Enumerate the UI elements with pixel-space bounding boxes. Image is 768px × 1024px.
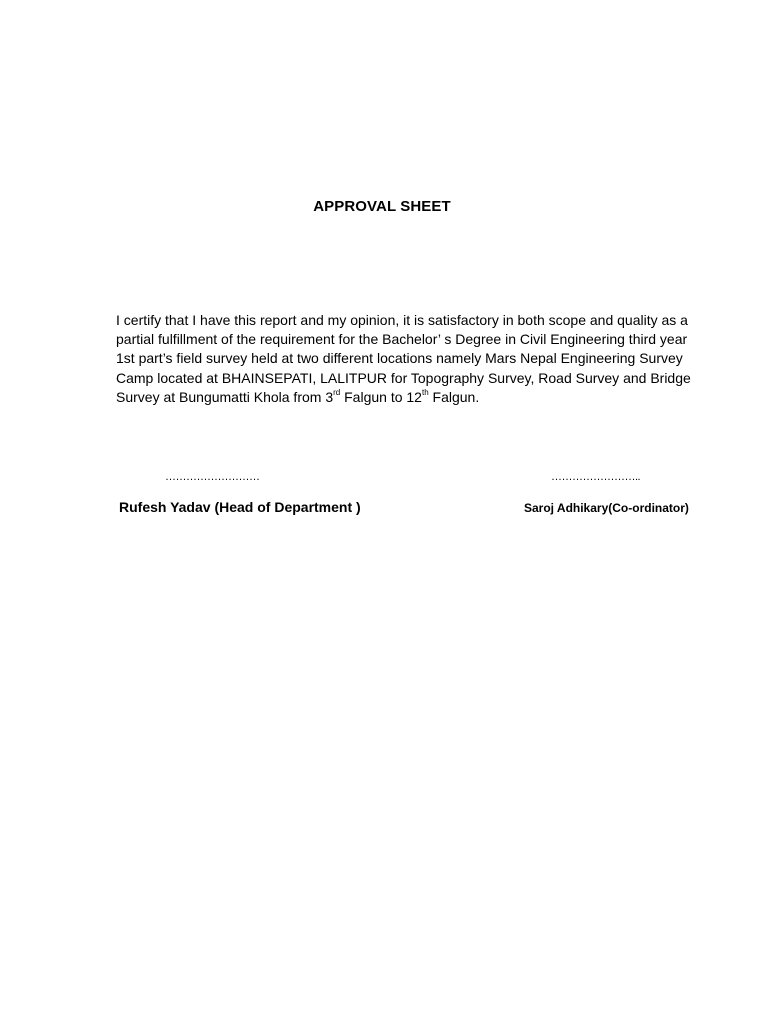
paragraph-mid: Falgun to 12 — [340, 388, 422, 405]
signature-line-left: ……………………… — [165, 471, 260, 483]
superscript-rd: rd — [333, 388, 341, 398]
certification-paragraph — [116, 311, 706, 407]
page-title: APPROVAL SHEET — [313, 198, 451, 215]
paragraph-end: Falgun. — [428, 388, 480, 405]
superscript-th: th — [421, 388, 429, 398]
signatory-coordinator: Saroj Adhikary(Co-ordinator) — [524, 501, 689, 515]
paragraph-main: I certify that I have this report and my opinion, it is satisfactory in both scope and quality as a partial fulfillment of the requirement for the Bachelor’ s Degree in Civil Engineering third year 1st part’s field survey held at two different locations namely Mars Nepal Engineering Survey Camp located at BHAINSEPATI, LALITPUR for Topography Survey, Road Survey and Bridge Survey at Bungumatti Khola from 3 — [116, 312, 691, 405]
signature-line-right: …………………….. — [551, 471, 641, 483]
signatory-head-of-department: Rufesh Yadav (Head of Department ) — [119, 499, 361, 515]
